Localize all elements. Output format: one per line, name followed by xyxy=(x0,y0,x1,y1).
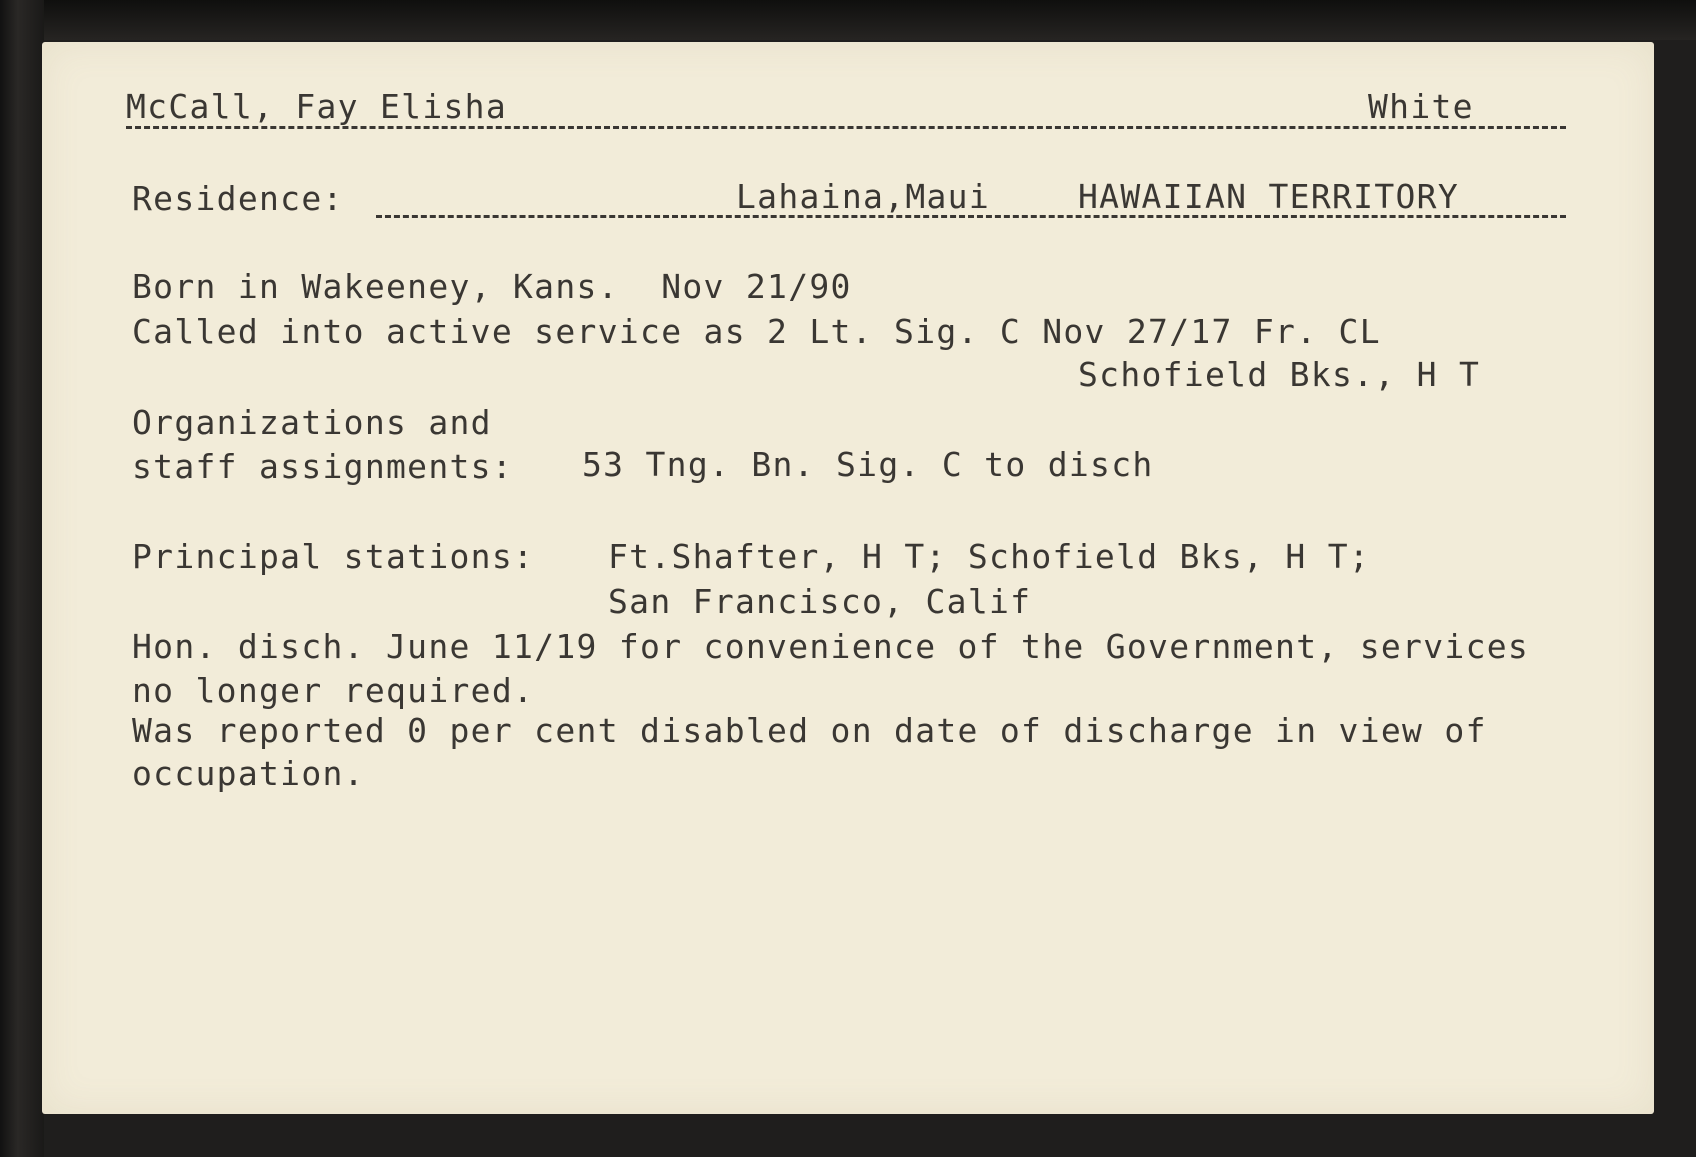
discharge-line-1: Hon. disch. June 11/19 for convenience of the Government, services xyxy=(132,627,1530,666)
organizations-label-line-2: staff assignments: xyxy=(132,447,514,486)
record-card xyxy=(42,42,1654,1114)
stations-label: Principal stations: xyxy=(132,537,535,576)
organizations-value: 53 Tng. Bn. Sig. C to disch xyxy=(582,445,1154,484)
discharge-line-2: no longer required. xyxy=(132,671,535,710)
disability-line-1: Was reported 0 per cent disabled on date of discharge in view of xyxy=(132,711,1487,750)
residence-city: Lahaina,Maui xyxy=(736,177,991,216)
disability-line-2: occupation. xyxy=(132,754,365,793)
stations-line-2: San Francisco, Calif xyxy=(608,582,1032,621)
residence-label: Residence: xyxy=(132,179,344,218)
called-line-continued: Schofield Bks., H T xyxy=(1078,355,1481,394)
binder-top-edge xyxy=(0,0,1696,40)
residence-underline xyxy=(376,215,1566,218)
stations-line-1: Ft.Shafter, H T; Schofield Bks, H T; xyxy=(608,537,1371,576)
born-line: Born in Wakeeney, Kans. Nov 21/90 xyxy=(132,267,852,306)
binder-left-edge xyxy=(0,0,44,1157)
residence-territory: HAWAIIAN TERRITORY xyxy=(1078,177,1460,216)
race-field: White xyxy=(1368,87,1474,126)
organizations-label-line-1: Organizations and xyxy=(132,403,492,442)
name-field: McCall, Fay Elisha xyxy=(126,87,508,126)
name-underline xyxy=(126,126,1566,129)
called-line: Called into active service as 2 Lt. Sig. C Nov 27/17 Fr. CL xyxy=(132,312,1381,351)
